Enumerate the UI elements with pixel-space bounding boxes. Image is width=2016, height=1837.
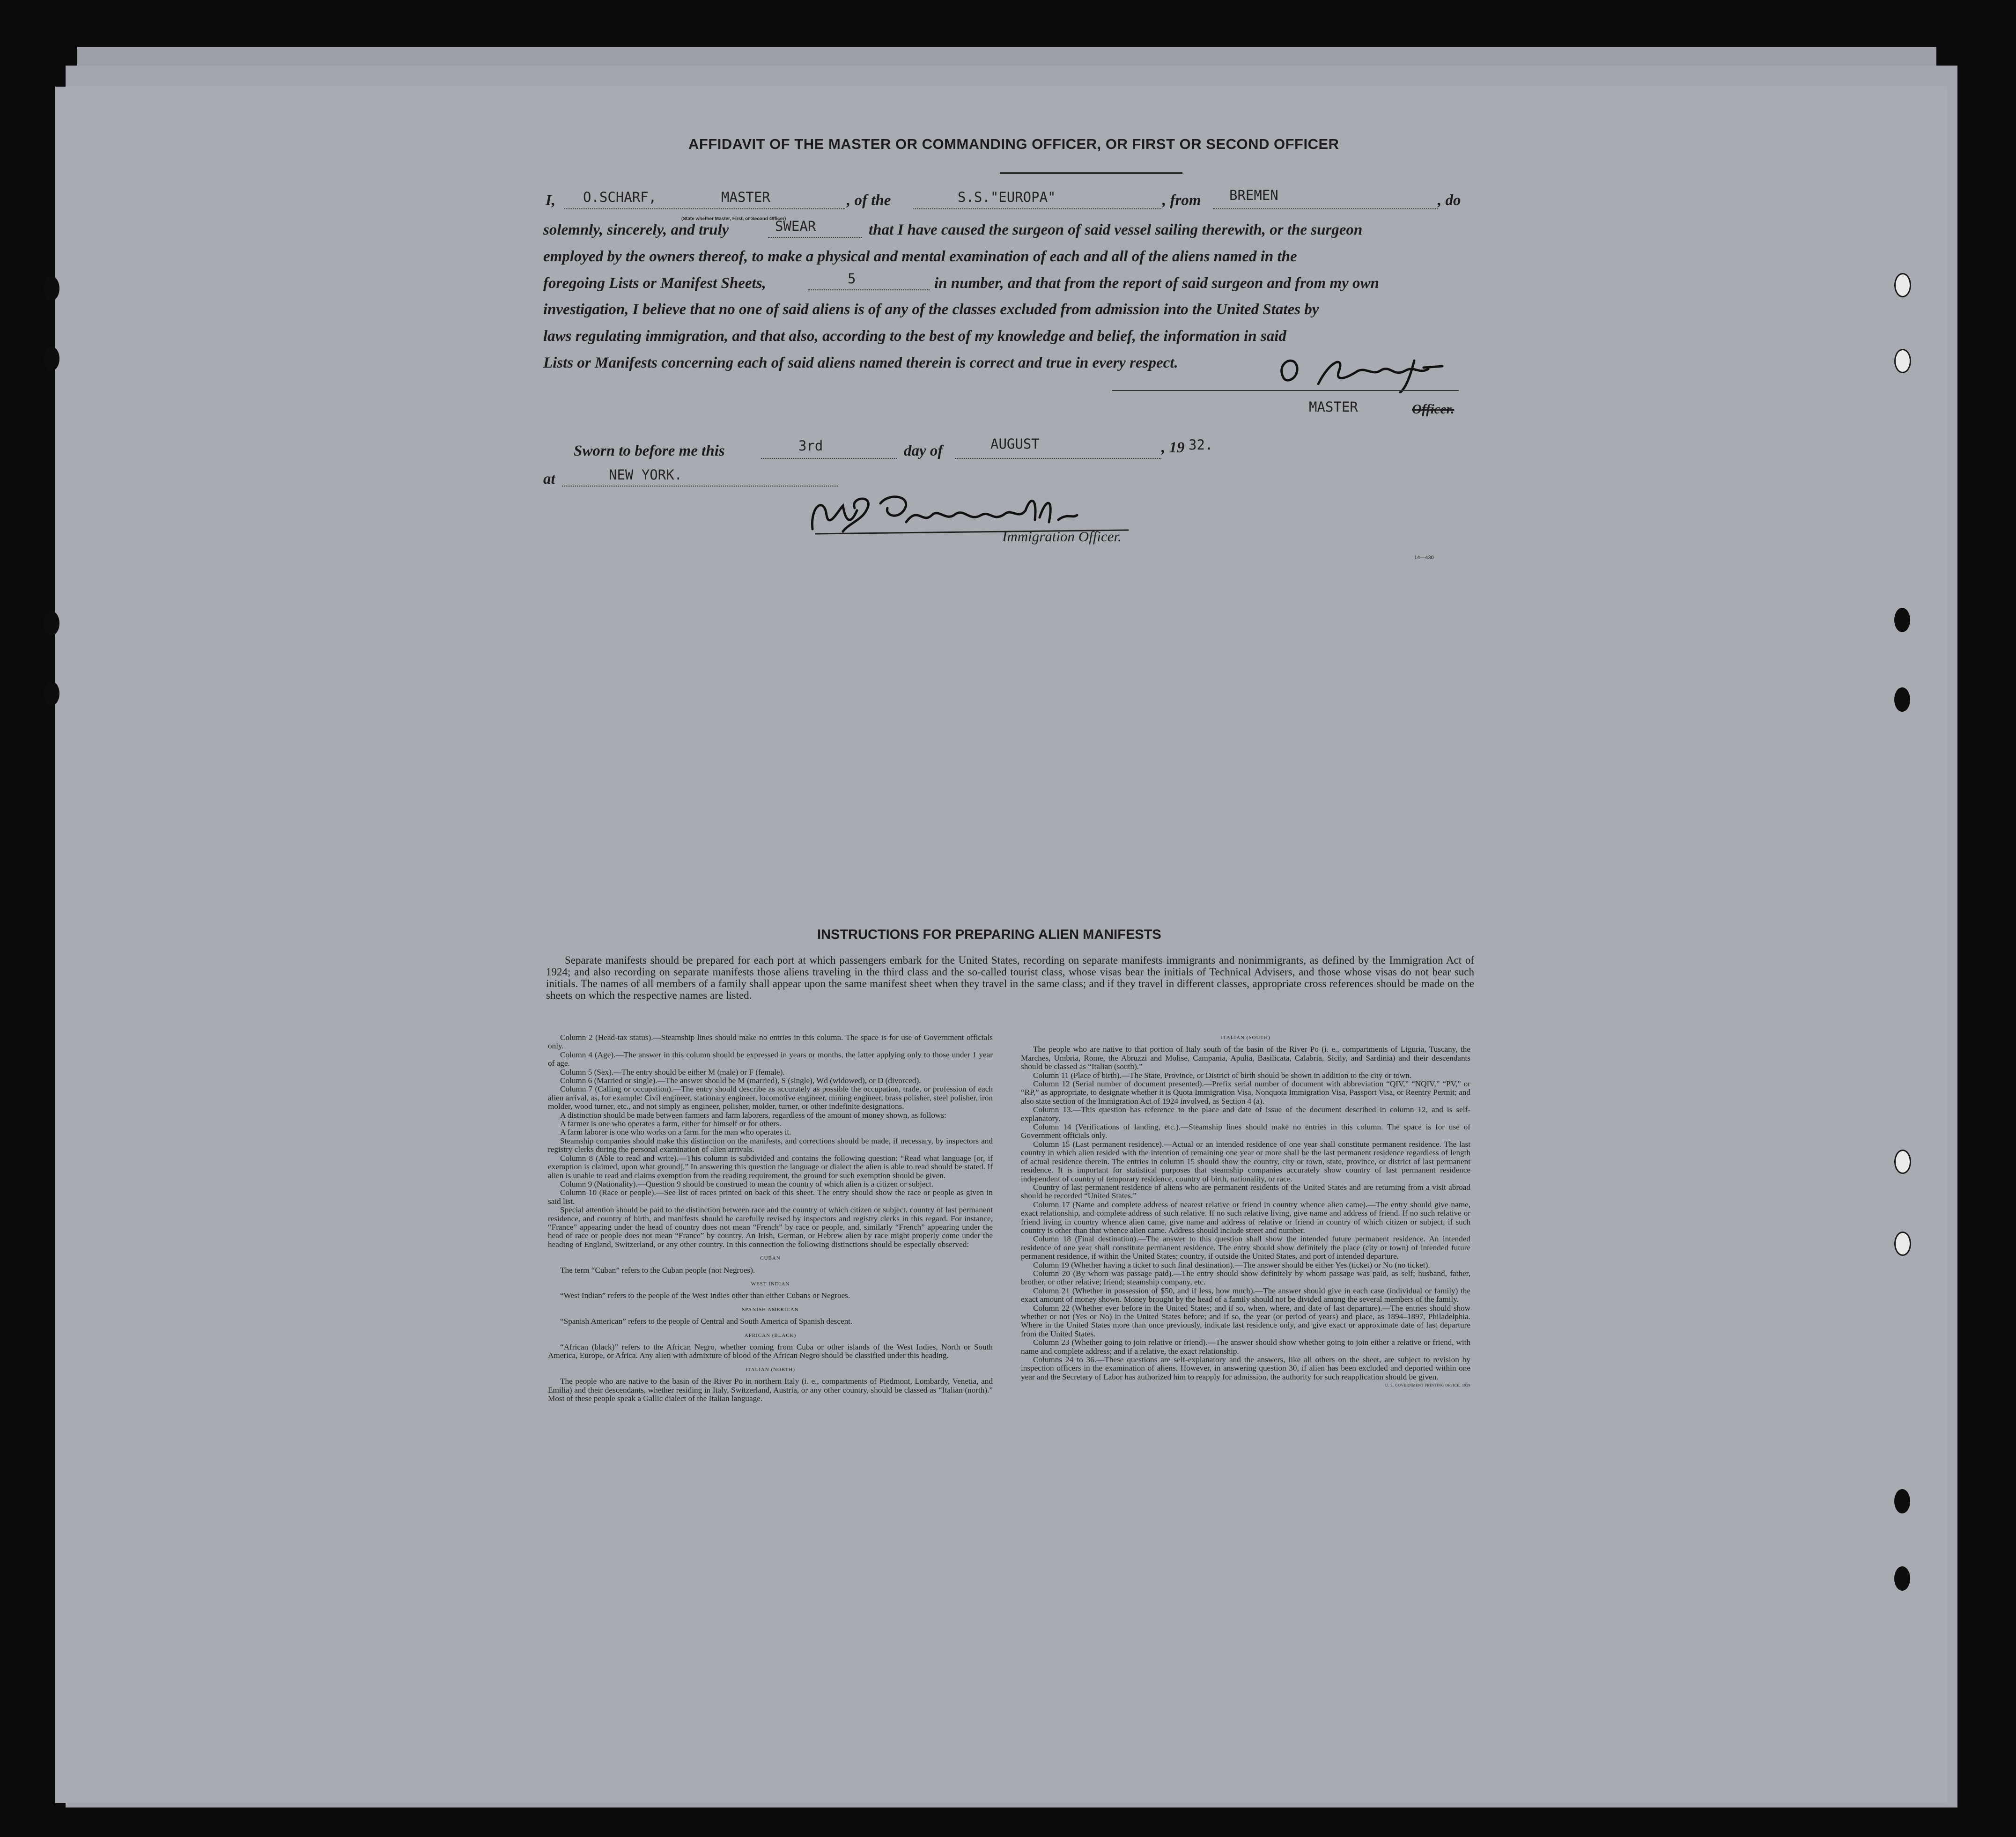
section-heading-italian-north: ITALIAN (NORTH) bbox=[745, 1366, 796, 1372]
printing-office-note: U. S. GOVERNMENT PRINTING OFFICE: 1929 bbox=[1385, 1383, 1470, 1388]
port-line bbox=[1213, 208, 1438, 209]
oath-intro: solemnly, sincerely, and truly bbox=[543, 221, 729, 238]
affidavit-line-3: employed by the owners thereof, to make a physical and mental examination of each and all of the aliens named in the bbox=[543, 248, 1297, 265]
binder-hole bbox=[44, 611, 59, 635]
form-number: 14—430 bbox=[1414, 555, 1434, 561]
master-signature bbox=[1274, 351, 1452, 393]
instruction-paragraph: Column 11 (Place of birth).—The State, Province, or District of birth should be shown in addition to the city or town. bbox=[1033, 1070, 1412, 1080]
from-text: , from bbox=[1162, 192, 1201, 209]
instruction-paragraph: The people who are native to the basin of the River Po in northern Italy (i. e., compartments of Piedmont, Lombardy, Venetia, and Emilia) and their descendants, whether residing in Italy, Switzerland, Austria, or any other country, should be classed as “Italian (north).” Most of these people speak a Gallic dialect of the Italian language. bbox=[548, 1377, 993, 1403]
year-prefix: , 19 bbox=[1161, 439, 1185, 456]
at-text: at bbox=[543, 471, 555, 487]
instruction-paragraph: The term “Cuban” refers to the Cuban people (not Negroes). bbox=[560, 1265, 755, 1275]
day-of-text: day of bbox=[904, 443, 943, 459]
sworn-month: AUGUST bbox=[990, 436, 1040, 452]
instruction-paragraph: Steamship companies should make this distinction on the manifests, and corrections should be made, if necessary, by inspectors and registry clerks during the personal examination of alien arrivals. bbox=[548, 1136, 993, 1154]
section-heading-african: AFRICAN (BLACK) bbox=[744, 1332, 797, 1338]
sworn-place: NEW YORK. bbox=[609, 467, 683, 483]
sheets-count: 5 bbox=[848, 271, 856, 287]
master-name: O.SCHARF, bbox=[583, 189, 657, 205]
instruction-paragraph: Special attention should be paid to the distinction between race and the country of which citizen or subject, country of last permanent residence, and country of birth, and manifests should be carefully revised by inspectors and registry clerks in this regard. For instance, “France” appearing under the head of country does not mean “French” by race or people, and, similarly “French” appearing under the head of race or people does not mean “France” by country. An Irish, German, or Hebrew alien by race might properly come under the heading of England, Switzerland, or any other country. In this connection the following distinctions should be especially observed: bbox=[548, 1205, 993, 1249]
affidavit-line-6: laws regulating immigration, and that also, according to the best of my knowledge and belief, the information in said bbox=[543, 328, 1286, 345]
instruction-paragraph: Column 2 (Head-tax status).—Steamship lines should make no entries in this column. The space is for use of Government officials only. bbox=[548, 1033, 993, 1051]
vessel-line bbox=[913, 208, 1161, 209]
instruction-paragraph: Column 17 (Name and complete address of nearest relative or friend in country whence alien came).—The entry should give name, exact relationship, and complete address of such relative. If no such relative living, give name and address of friend. If no such relative or friend living in country whence alien came, give name and address of relative or friend in country of which citizen or subject, if such country is other than that whence alien came. Address should include street and number. bbox=[1021, 1200, 1470, 1235]
affidavit-line-7: Lists or Manifests concerning each of said aliens named therein is correct and true in every respect. bbox=[543, 354, 1178, 371]
instruction-paragraph: Column 7 (Calling or occupation).—The entry should describe as accurately as possible the occupation, trade, or profession of each alien arrival, as, for example: Civil engineer, stationary engineer, locomotive engineer, mining engineer, brass polisher, steel polisher, iron molder, wood turner, etc., and not simply as engineer, polisher, molder, turner, or other indefinite designations. bbox=[548, 1084, 993, 1111]
instruction-paragraph: Column 19 (Whether having a ticket to such final destination).—The answer should be either Yes (ticket) or No (no ticket). bbox=[1033, 1260, 1430, 1269]
binder-hole bbox=[1894, 608, 1910, 632]
instructions-intro: Separate manifests should be prepared for each port at which passengers embark for the United States, recording on separate manifests immigrants and nonimmigrants, as defined by the Immigration Act of 1924; and also recording on separate manifests those aliens traveling in the third class and the so-called tourist class, whose visas bear the initials of Technical Advisers, and those whose visas do not bear such initials. The names of all members of a family shall appear upon the same manifest sheet when they travel in the same class; and if they travel in different classes, appropriate cross references should be made on the sheets on which the respective names are listed. bbox=[546, 954, 1474, 1001]
signer-title: MASTER bbox=[1309, 399, 1358, 415]
sheets-line bbox=[808, 289, 930, 290]
affidavit-title: AFFIDAVIT OF THE MASTER OR COMMANDING OFFICER, OR FIRST OR SECOND OFFICER bbox=[688, 136, 1339, 152]
officer-title: Immigration Officer. bbox=[1002, 528, 1122, 545]
oath-value: SWEAR bbox=[775, 218, 816, 234]
of-the-text: , of the bbox=[847, 192, 891, 209]
title-rule bbox=[1000, 172, 1182, 174]
port-name: BREMEN bbox=[1229, 187, 1278, 203]
binder-hole bbox=[1894, 1232, 1911, 1256]
instruction-paragraph: Column 22 (Whether ever before in the United States; and if so, when, where, and date of last departure).—The entries should show whether or not (Yes or No) in the United States before; and if so, the year (or period of years) and place, as 1894–1897, Philadelphia. Where in the United States more than once previously, indicate last residence only, and give exact or approximate date of last departure from the United States. bbox=[1021, 1303, 1470, 1338]
binder-hole bbox=[1894, 349, 1911, 373]
binder-hole bbox=[1894, 273, 1911, 297]
month-line bbox=[955, 458, 1161, 459]
instruction-paragraph: Column 10 (Race or people).—See list of races printed on back of this sheet. The entry should show the race or people as given in said list. bbox=[548, 1188, 993, 1206]
rank-note: (State whether Master, First, or Second Officer) bbox=[681, 216, 786, 221]
sheets-continued: in number, and that from the report of said surgeon and from my own bbox=[934, 275, 1379, 292]
signature-line bbox=[1112, 390, 1459, 391]
section-heading-italian-south: ITALIAN (SOUTH) bbox=[1221, 1035, 1270, 1040]
binder-hole bbox=[1894, 1150, 1911, 1174]
instruction-paragraph: Column 6 (Married or single).—The answer should be M (married), S (single), Wd (widowed), or D (divorced). bbox=[560, 1076, 921, 1085]
sworn-day: 3rd bbox=[798, 438, 823, 454]
instruction-paragraph: “West Indian” refers to the people of the West Indies other than either Cubans or Negroes. bbox=[560, 1291, 850, 1300]
instruction-paragraph: Column 23 (Whether going to join relative or friend).—The answer should show whether going to join either a relative or friend, with name and complete address; and if a relative, the exact relationship. bbox=[1021, 1338, 1470, 1356]
sworn-year: 32. bbox=[1189, 437, 1213, 453]
section-heading-spanish-american: SPANISH AMERICAN bbox=[742, 1306, 799, 1313]
oath-continued: that I have caused the surgeon of said vessel sailing therewith, or the surgeon bbox=[869, 221, 1363, 238]
instruction-paragraph: Column 21 (Whether in possession of $50, and if less, how much).—The answer should give in each case (individual or family) the exact amount of money shown. Money brought by the head of a family should not be divided among the several members of the family. bbox=[1021, 1286, 1470, 1304]
instruction-paragraph: Country of last permanent residence of aliens who are permanent residents of the United States and are returning from a visit abroad should be recorded “United States.” bbox=[1021, 1182, 1470, 1201]
instruction-paragraph: A farmer is one who operates a farm, either for himself or for others. bbox=[560, 1119, 782, 1129]
instruction-paragraph: Column 8 (Able to read and write).—This column is subdivided and contains the following question: “Read what language [or, if exemption is claimed, upon what ground].” In answering this question the language or dialect the alien is able to read should be stated. If alien is unable to read and claims exemption from the reading requirement, the ground for such exemption should be given. bbox=[548, 1153, 993, 1180]
section-heading-west-indian: WEST INDIAN bbox=[751, 1281, 790, 1287]
instruction-paragraph: A distinction should be made between farmers and farm laborers, regardless of the amount of money shown, as follows: bbox=[560, 1110, 946, 1120]
instructions-left-column bbox=[548, 1033, 993, 1403]
binder-hole bbox=[44, 681, 59, 706]
instruction-paragraph: Column 20 (By whom was passage paid).—The entry should show definitely by whom passage was paid, as self; husband, father, brother, or other relative; friend; steamship company, etc. bbox=[1021, 1269, 1470, 1287]
instruction-paragraph: “African (black)” refers to the African Negro, whether coming from Cuba or other islands of the West Indies, North or South America, Europe, or Africa. Any alien with admixture of blood of the African Negro should be classified under this heading. bbox=[548, 1343, 993, 1360]
sheets-intro: foregoing Lists or Manifest Sheets, bbox=[543, 275, 766, 292]
binder-hole bbox=[1894, 1566, 1910, 1591]
vessel-name: S.S."EUROPA" bbox=[958, 189, 1056, 205]
instruction-paragraph: Column 13.—This question has reference to the place and date of issue of the document described in column 12, and is self-explanatory. bbox=[1021, 1105, 1470, 1123]
do-text: , do bbox=[1438, 192, 1461, 209]
instruction-paragraph: Column 4 (Age).—The answer in this column should be expressed in years or months, the latter applying only to those under 1 year of age. bbox=[548, 1050, 993, 1068]
instruction-paragraph: Column 5 (Sex).—The entry should be either M (male) or F (female). bbox=[560, 1067, 785, 1077]
oath-line bbox=[768, 237, 862, 238]
officer-struck: Officer. bbox=[1412, 402, 1455, 417]
instructions-right-column bbox=[1021, 1033, 1470, 1390]
instruction-paragraph: Column 18 (Final destination).—The answer to this question shall show the intended future permanent residence. An intended residence of one year shall constitute permanent residence. The entry should show definitely the place (city or town) of intended future permanent residence, if within the United States; country, if outside the United States, and port of intended departure. bbox=[1021, 1234, 1470, 1261]
instruction-paragraph: Column 12 (Serial number of document presented).—Prefix serial number of document with abbreviation “QIV,” “NQIV,” “PV,” or “RP,” as appropriate, to designate whether it is Quota Immigration Visa, Nonquota Immigration Visa, Passport Visa, or Reentry Permit; and also state section of the Immigration Act of 1924 involved, as Section 4 (a). bbox=[1021, 1079, 1470, 1106]
binder-hole bbox=[44, 276, 59, 301]
instruction-paragraph: The people who are native to that portion of Italy south of the basin of the River Po (i. e., compartments of Liguria, Tuscany, the Marches, Umbria, Rome, the Abruzzi and Molise, Campania, Apulia, Basilicata, Calabria, Sicily, and Sardinia) and their descendants should be classed as “Italian (south).” bbox=[1021, 1045, 1470, 1071]
instruction-paragraph: A farm laborer is one who works on a farm for the man who operates it. bbox=[560, 1128, 791, 1137]
affidavit-line-5: investigation, I believe that no one of said aliens is of any of the classes excluded from admission into the United States by bbox=[543, 301, 1319, 318]
rank-line bbox=[564, 208, 845, 209]
binder-hole bbox=[1894, 687, 1910, 712]
instruction-paragraph: Column 9 (Nationality).—Question 9 should be construed to mean the country of which alien is a citizen or subject. bbox=[560, 1179, 934, 1188]
place-line bbox=[562, 486, 838, 487]
instructions-title: INSTRUCTIONS FOR PREPARING ALIEN MANIFESTS bbox=[817, 927, 1161, 942]
binder-hole bbox=[44, 347, 59, 371]
binder-hole bbox=[1894, 1489, 1910, 1513]
pronoun-i: I, bbox=[546, 192, 556, 209]
instruction-paragraph: Column 14 (Verifications of landing, etc.).—Steamship lines should make no entries in this column. The space is for use of Government officials only. bbox=[1021, 1122, 1470, 1140]
instruction-paragraph: Columns 24 to 36.—These questions are self-explanatory and the answers, like all others on the sheet, are subject to revision by inspection officers in the examination of aliens. However, in answering question 30, if alien has been excluded and deported within one year and the Secretary of Labor has authorized him to reapply for admission, the authority for such reapplication should be given. bbox=[1021, 1355, 1470, 1381]
rank-value: MASTER bbox=[721, 189, 770, 205]
instruction-paragraph: Column 15 (Last permanent residence).—Actual or an intended residence of one year shall constitute permanent residence. The last country in which alien resided with the intention of remaining one year or more shall be the last permanent residence regardless of length of actual residence therein. The entries in column 15 should show the country, city or town, state, province, or district of last permanent residence. It is important for statistical purposes that steamship companies accurately show country of last permanent residence independent of country of temporary residence, country of birth, nationality, or race. bbox=[1021, 1139, 1470, 1183]
instruction-paragraph: “Spanish American” refers to the people of Central and South America of Spanish descent. bbox=[560, 1317, 853, 1326]
section-heading-cuban: CUBAN bbox=[760, 1255, 781, 1262]
sworn-text: Sworn to before me this bbox=[574, 443, 725, 459]
day-line bbox=[761, 458, 897, 459]
